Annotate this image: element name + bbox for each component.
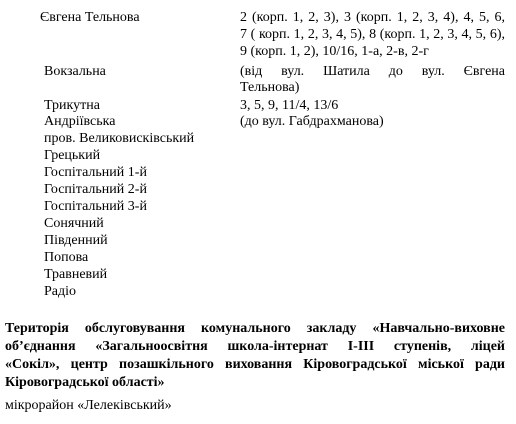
heading-line: Територія обслуговування комунального закладу «Навчально-виховне [5, 321, 505, 336]
section-heading [5, 320, 505, 392]
street-name: Євгена Тельнова [40, 10, 140, 25]
address-line: (до вул. Габдрахманова) [240, 114, 384, 129]
street-name: Сонячний [44, 216, 104, 231]
street-name: Радіо [44, 284, 77, 299]
street-name: Госпітальний 2-й [44, 182, 147, 197]
street-name: пров. Великовисківський [44, 131, 195, 146]
address-line: 7 ( корп. 1, 2, 3, 4, 5), 8 (корп. 1, 2, 3, 4, 5, 6), [240, 27, 505, 42]
address-line: 9 (корп. 1, 2), 10/16, 1-а, 2-в, 2-г [240, 44, 429, 59]
street-name: Грецький [44, 148, 101, 163]
street-name: Травневий [44, 267, 108, 282]
heading-line: Кіровоградської області» [5, 375, 165, 390]
address-line: 2 (корп. 1, 2, 3), 3 (корп. 1, 2, 3, 4), 4, 5, 6, [240, 10, 505, 25]
street-name: Південний [44, 233, 108, 248]
street-name: Вокзальна [44, 64, 106, 79]
address-line: (від вул. Шатила до вул. Євгена [240, 64, 505, 79]
heading-line: об’єднання «Загальноосвітня школа-інтернат І-ІІІ ступенів, ліцей [5, 339, 505, 354]
street-name: Госпітальний 1-й [44, 165, 147, 180]
heading-line: «Сокіл», центр позашкільного виховання Кіровоградської міської ради [5, 357, 505, 372]
street-name: Андріївська [44, 114, 116, 129]
district-name: мікрорайон «Лелеківський» [5, 398, 172, 413]
street-name: Трикутна [44, 98, 100, 113]
address-line: Тельнова) [240, 80, 300, 95]
address-line: 3, 5, 9, 11/4, 13/6 [240, 98, 339, 113]
street-name: Попова [44, 250, 89, 265]
street-name: Госпітальний 3-й [44, 199, 147, 214]
